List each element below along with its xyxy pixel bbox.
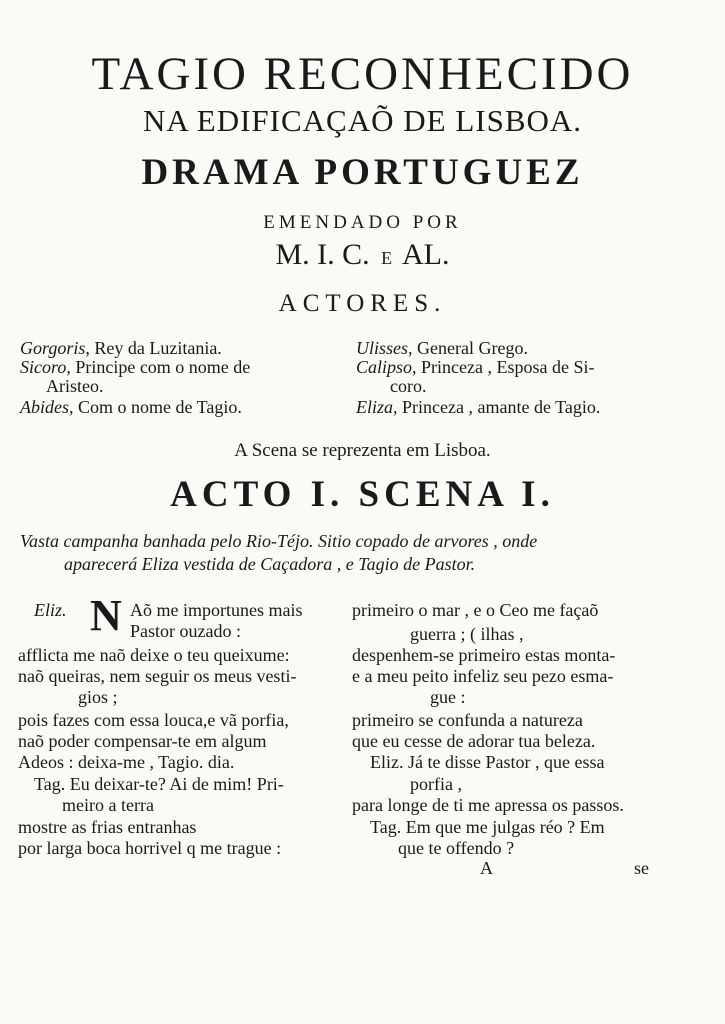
catchword-se: se bbox=[634, 858, 649, 878]
stage-direction-2: aparecerá Eliza vestida de Caçadora , e Tagio de Pastor. bbox=[64, 554, 476, 574]
verse-left-line: naõ queiras, nem seguir os meus vesti- bbox=[18, 666, 297, 686]
verse-right-line: que te offendo ? bbox=[398, 838, 515, 858]
cast-right-4 bbox=[356, 398, 600, 417]
verse-right-line: despenhem-se primeiro estas monta- bbox=[352, 645, 616, 665]
author-tail: AL. bbox=[402, 238, 450, 271]
cast-name: Abides bbox=[20, 397, 69, 417]
verse-right-line: primeiro se confunda a natureza bbox=[352, 710, 583, 730]
verse-first-1: Aõ me importunes mais bbox=[130, 600, 303, 620]
cast-desc: Aristeo. bbox=[46, 376, 104, 396]
author-ampersand: E bbox=[381, 248, 393, 268]
drop-cap: N bbox=[90, 591, 122, 640]
cast-desc: , Princeza , Esposa de Si- bbox=[412, 357, 595, 377]
cast-right-3 bbox=[390, 377, 426, 396]
cast-desc: , Rey da Luzitania. bbox=[85, 338, 222, 358]
cast-name: Calipso bbox=[356, 357, 413, 377]
cast-desc: , Com o nome de Tagio. bbox=[69, 397, 242, 417]
author-line bbox=[0, 238, 725, 275]
cast-name: Ulisses bbox=[356, 338, 409, 358]
verse-right-line: porfia , bbox=[410, 774, 462, 794]
emendado-line: EMENDADO POR bbox=[263, 212, 462, 233]
scene-location: A Scena se reprezenta em Lisboa. bbox=[234, 440, 491, 461]
cast-left-3 bbox=[46, 377, 104, 396]
verse-left-line: gios ; bbox=[78, 687, 118, 707]
verse-left-line: afflicta me naõ deixe o teu queixume: bbox=[18, 645, 290, 665]
verse-right-line: e a meu peito infeliz seu pezo esma- bbox=[352, 666, 614, 686]
verse-right-line: Tag. Em que me julgas réo ? Em bbox=[370, 817, 605, 837]
verse-left-line: meiro a terra bbox=[62, 795, 154, 815]
cast-desc: , Principe com o nome de bbox=[66, 357, 251, 377]
cast-left-2 bbox=[20, 358, 250, 377]
verse-left-line: Adeos : deixa-me , Tagio. dia. bbox=[18, 752, 235, 772]
title-line-3: DRAMA PORTUGUEZ bbox=[141, 152, 584, 193]
cast-name: Sicoro bbox=[20, 357, 67, 377]
verse-right-line: para longe de ti me apressa os passos. bbox=[352, 795, 624, 815]
verse-right-line: primeiro o mar , e o Ceo me façaõ bbox=[352, 600, 599, 620]
verse-right-line: Eliz. Já te disse Pastor , que essa bbox=[370, 752, 605, 772]
cast-desc: , General Grego. bbox=[408, 338, 528, 358]
verse-right-line: gue : bbox=[430, 687, 466, 707]
verse-left-line: Tag. Eu deixar-te? Ai de mim! Pri- bbox=[34, 774, 284, 794]
verse-left-line: mostre as frias entranhas bbox=[18, 817, 197, 837]
stage-direction-1: Vasta campanha banhada pelo Rio-Téjo. Sitio copado de arvores , onde bbox=[20, 531, 538, 551]
title-line-2: NA EDIFICAÇAÕ DE LISBOA. bbox=[142, 103, 583, 138]
act-heading: ACTO I. SCENA I. bbox=[170, 474, 555, 515]
verse-left-line: naõ poder compensar-te em algum bbox=[18, 731, 267, 751]
verse-right-line: que eu cesse de adorar tua beleza. bbox=[352, 731, 596, 751]
cast-left-4 bbox=[20, 398, 242, 417]
title-line-1: TAGIO RECONHECIDO bbox=[91, 48, 634, 100]
speaker-eliza: Eliz. bbox=[34, 600, 67, 620]
verse-right-line: guerra ; ( ilhas , bbox=[410, 624, 524, 644]
cast-name: Gorgoris bbox=[20, 338, 86, 358]
cast-name: Eliza bbox=[356, 397, 394, 417]
cast-right-2 bbox=[356, 358, 594, 377]
author-initials: M. I. C. bbox=[275, 238, 370, 271]
verse-left-line: por larga boca horrivel q me trague : bbox=[18, 838, 282, 858]
cast-desc: , Princeza , amante de Tagio. bbox=[393, 397, 601, 417]
verse-first-2: Pastor ouzado : bbox=[130, 621, 241, 641]
cast-left-1 bbox=[20, 339, 222, 358]
verse-left-line: pois fazes com essa louca,e vã porfia, bbox=[18, 710, 289, 730]
cast-desc: coro. bbox=[390, 376, 427, 396]
cast-right-1 bbox=[356, 339, 528, 358]
catchword-a: A bbox=[480, 858, 493, 878]
actores-heading: ACTORES. bbox=[278, 290, 447, 317]
